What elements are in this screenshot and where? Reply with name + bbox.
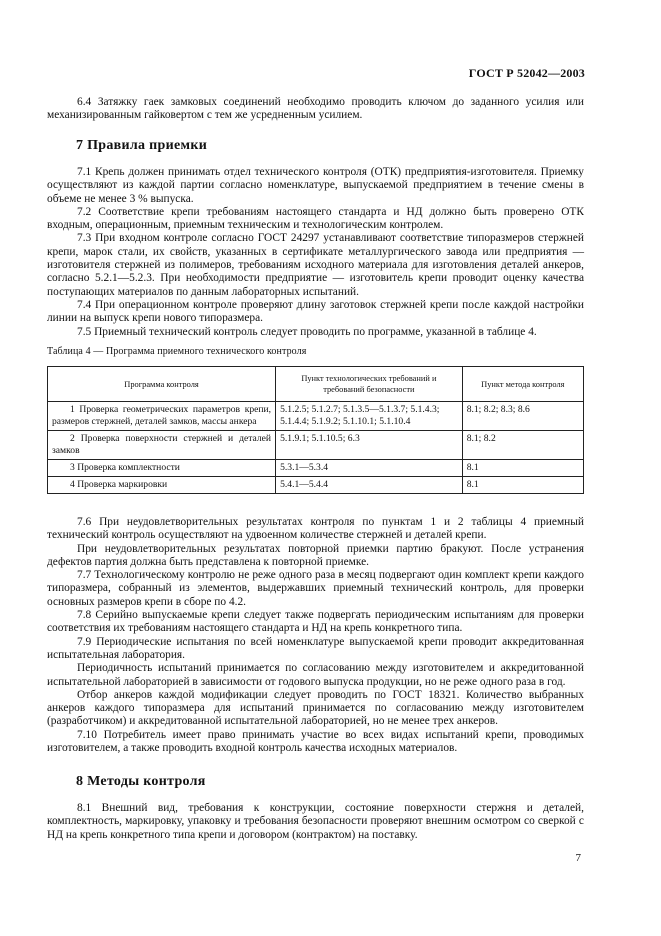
section-8-title: 8 Методы контроля (76, 774, 206, 789)
table-header-row (48, 367, 584, 402)
table-4 (47, 366, 584, 494)
table-cell: 4 Проверка маркировки (48, 477, 276, 494)
table-row (48, 431, 584, 460)
paragraph-7-8: 7.8 Серийно выпускаемые крепи следует также подвергать периодическим испытаниям для проверки соответствия их требованиям настоящего стандарта и НД на крепь конкретного типа. (47, 609, 584, 635)
table-cell: 8.1; 8.2; 8.3; 8.6 (462, 402, 583, 431)
table-header-cell: Пункт метода контроля (462, 367, 583, 402)
table-cell: 8.1 (462, 477, 583, 494)
paragraph-7-6-cont: При неудовлетворительных результатах повторной приемки партию бракуют. После устранения дефектов партия должна быть представлена к повторной приемке. (47, 542, 584, 568)
paragraph-7-9-periodicity: Периодичность испытаний принимается по согласованию между изготовителем и аккредитованной испытательной лабораторией в зависимости от годового выпуска продукции, но не реже одного раза в год. (47, 662, 584, 688)
table-cell: 1 Проверка геометрических параметров крепи, размеров стержней, деталей замков, массы анкера (48, 402, 276, 431)
paragraph-7-7: 7.7 Технологическому контролю не реже одного раза в месяц подвергают один комплект крепи каждого типоразмера, собранный из элементов, выдержавших приемный технический контроль, для проверки основных размеров крепи в сборе по 4.2. (47, 569, 584, 608)
paragraph-7-2: 7.2 Соответствие крепи требованиям настоящего стандарта и НД должно быть проверено ОТК входным, операционным, приемным техническим и технологическим контролем. (47, 205, 584, 232)
paragraph-block-7b (47, 516, 584, 755)
paragraph-7-1: 7.1 Крепь должен принимать отдел технического контроля (ОТК) предприятия-изготовителя. Приемку осуществляют из каждой партии согласно номенклатуре, выпускаемой предприятием в течение смены в объеме не менее 3 % выпуска. (47, 166, 584, 205)
table-cell: 5.4.1—5.4.4 (276, 477, 463, 494)
table-cell: 5.1.2.5; 5.1.2.7; 5.1.3.5—5.1.3.7; 5.1.4.3; 5.1.4.4; 5.1.9.2; 5.1.10.1; 5.1.10.4 (276, 402, 463, 431)
paragraph-7-10: 7.10 Потребитель имеет право принимать участие во всех видах испытаний крепи, проводимых изготовителем, а также проводить входной контроль качества исходных материалов. (47, 728, 584, 755)
table-cell: 5.1.9.1; 5.1.10.5; 6.3 (276, 431, 463, 460)
table-cell: 8.1 (462, 460, 583, 477)
paragraph-block-8 (47, 802, 584, 842)
table-caption: Таблица 4 — Программа приемного технического контроля (47, 346, 307, 357)
table-cell: 5.3.1—5.3.4 (276, 460, 463, 477)
table-cell: 8.1; 8.2 (462, 431, 583, 460)
paragraph-7-4: 7.4 При операционном контроле проверяют длину заготовок стержней крепи после каждой настройки линии на выпуск крепи нового типоразмера. (47, 298, 584, 325)
paragraph-7-3: 7.3 При входном контроле согласно ГОСТ 24297 устанавливают соответствие типоразмеров стержней крепи, марок стали, их свойств, указанных в сертификате металлургического завода или предприятия — изготовителя стержней из полимеров, требованиям исходного материала для изготовления деталей анкеров, согласно 5.2.1—5.2.3. При необходимости предприятие — изготовитель крепи проводит оценку качества поступающих материалов по данным лабораторных испытаний. (47, 232, 584, 298)
paragraph-7-9-sampling: Отбор анкеров каждой модификации следует проводить по ГОСТ 18321. Количество выбранных анкеров каждого типоразмера для испытаний принимается по согласованию между изготовителем (разработчиком) и аккредитованной испытательной лабораторией, но не менее трех анкеров. (47, 688, 584, 728)
table-cell: 2 Проверка поверхности стержней и деталей замков (48, 431, 276, 460)
page-number: 7 (575, 852, 581, 864)
paragraph-7-9: 7.9 Периодические испытания по всей номенклатуре выпускаемой крепи проводит аккредитованная испытательная лаборатория. (47, 635, 584, 661)
paragraph-8-1: 8.1 Внешний вид, требования к конструкции, состояние поверхности стержня и деталей, комплектность, маркировку, упаковку и требования безопасности проверяют внешним осмотром со сверкой с НД на крепь конкретного типа крепи и договором (контрактом) на поставку. (47, 802, 584, 841)
table-header-cell: Программа контроля (48, 367, 276, 402)
table-row (48, 477, 584, 494)
table-header-cell: Пункт технологических требований и требований безопасности (276, 367, 463, 402)
section-7-title: 7 Правила приемки (76, 138, 208, 153)
table-row (48, 402, 584, 431)
paragraph-block-7a (47, 166, 584, 339)
paragraph-7-5: 7.5 Приемный технический контроль следует проводить по программе, указанной в таблице 4. (77, 325, 537, 338)
paragraph-7-6: 7.6 При неудовлетворительных результатах контроля по пунктам 1 и 2 таблицы 4 приемный технический контроль осуществляют на удвоенном количестве стержней и деталей крепи. (47, 516, 584, 542)
table-row (48, 460, 584, 477)
table-cell: 3 Проверка комплектности (48, 460, 276, 477)
page-header: ГОСТ Р 52042—2003 (468, 66, 585, 80)
paragraph-block-6 (47, 96, 584, 123)
paragraph-6-4: 6.4 Затяжку гаек замковых соединений необходимо проводить ключом до заданного усилия или механизированным гайковертом с тем же усредненным усилием. (47, 96, 584, 122)
